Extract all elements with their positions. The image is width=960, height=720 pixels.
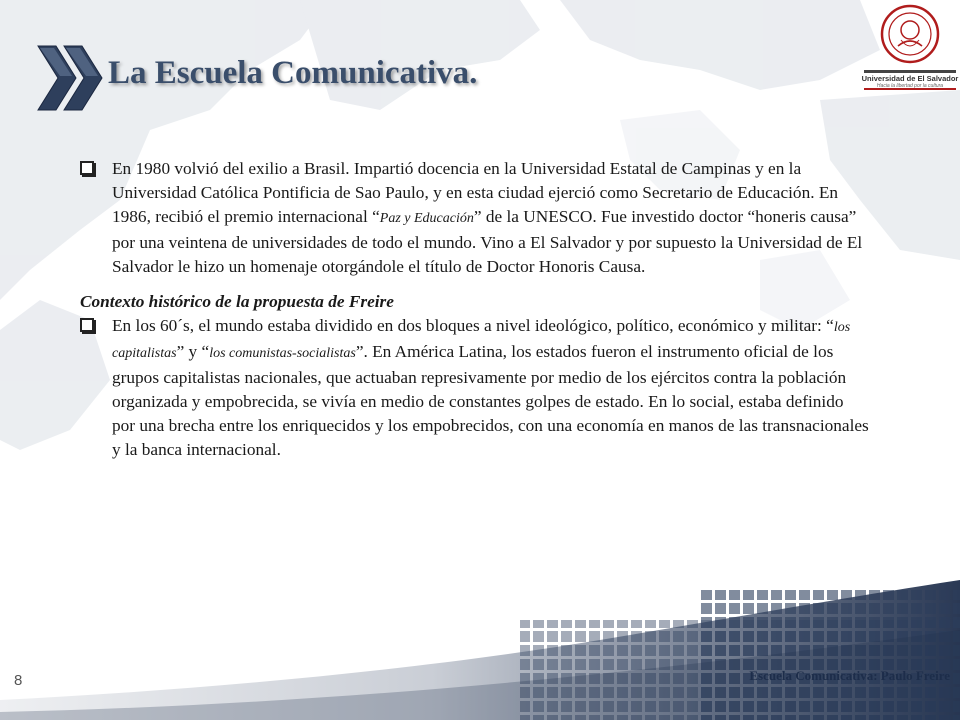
- paragraph-1-after: ” de la UNESCO. Fue investido doctor “honeris causa” por una veintena de universidades de todo el mundo. Vino a El Salvador y por supuesto la Universidad de El Salvador le hizo un homenaje otorgándole el título de Doctor Honoris Causa.: [112, 207, 863, 276]
- logo-university-name: Universidad de El Salvador: [861, 74, 959, 83]
- paragraph-2-before: En los 60´s, el mundo estaba dividido en dos bloques a nivel ideológico, político, económico y militar: “: [112, 316, 834, 335]
- logo-caption: [860, 74, 960, 89]
- checkbox-bullet-icon: [80, 318, 94, 332]
- slide-content: [80, 157, 870, 462]
- page-number: 8: [14, 672, 23, 689]
- slide-title: La Escuela Comunicativa.: [108, 55, 478, 91]
- footer-text: Escuela Comunicativa: Paulo Freire: [749, 668, 950, 683]
- section-heading: Contexto histórico de la propuesta de Freire: [80, 292, 394, 311]
- bullet-paragraph-2: [80, 314, 870, 462]
- paragraph-1-italic: Paz y Educación: [379, 211, 474, 226]
- paragraph-text-2: [112, 314, 870, 462]
- logo-motto: Hacia la libertad por la cultura: [876, 83, 944, 89]
- paragraph-2-middle: ” y “: [176, 342, 210, 361]
- paragraph-2-italic-2: los comunistas-socialistas: [209, 346, 356, 361]
- checkbox-bullet-icon: [80, 161, 94, 175]
- paragraph-2-after: ”. En América Latina, los estados fueron el instrumento oficial de los grupos capitalistas nacionales, que actuaban represivamente por medio de los ejércitos contra la población organizada y empobrecida, se vivía en medio de constantes golpes de estado. En lo social, estaba definido por una brecha entre los enriquecidos y los empobrecidos, con una economía en manos de las transnacionales y la banca internacional.: [112, 342, 869, 459]
- bullet-paragraph-1: [80, 157, 870, 279]
- paragraph-2-italic-1: los capitalistas: [112, 320, 851, 361]
- paragraph-1-before: En 1980 volvió del exilio a Brasil. Impartió docencia en la Universidad Estatal de Campinas y en la Universidad Católica Pontificia de Sao Paulo, y en esta ciudad ejerció como Secretario de Educación. En 1986, recibió el premio internacional “: [112, 159, 839, 226]
- bottom-decorative-band: [0, 560, 960, 720]
- paragraph-text-1: [112, 157, 870, 279]
